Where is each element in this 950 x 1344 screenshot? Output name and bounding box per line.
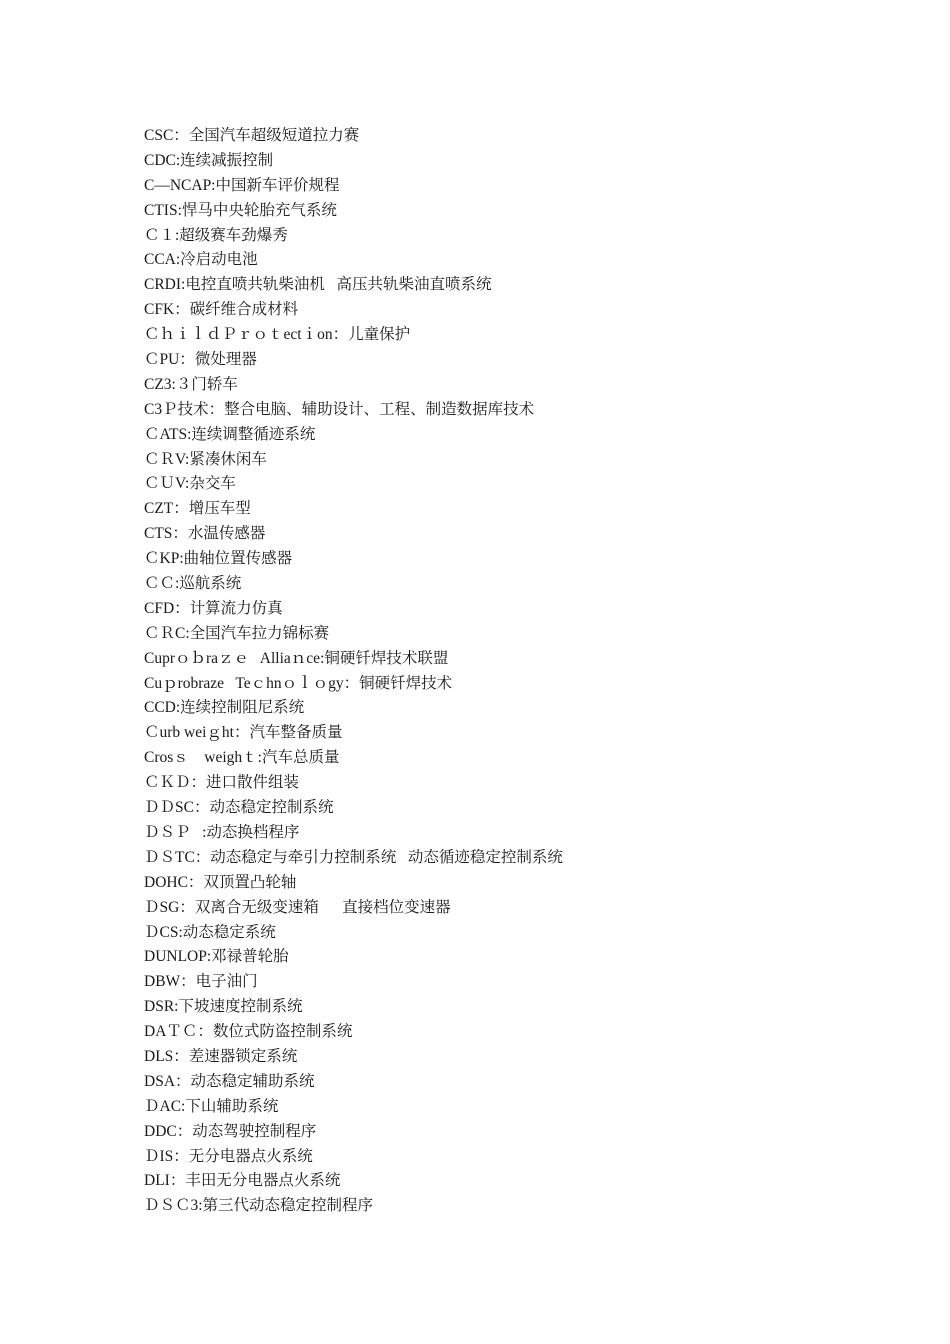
glossary-term-line: ＣPU：微处理器 [144, 351, 257, 369]
glossary-term-line: Cuｐrobraze Teｃhnｏｌｏgy：铜硬钎焊技术 [144, 674, 453, 692]
glossary-term-line: ＤSG：双离合无级变速箱 直接档位变速器 [144, 898, 451, 916]
glossary-term-line: DLS：差速器锁定系统 [144, 1047, 298, 1065]
glossary-term-line: DSR:下坡速度控制系统 [144, 998, 303, 1016]
glossary-term-line: Ｃ１:超级赛车劲爆秀 [144, 226, 288, 244]
glossary-term-line: ＣｈｉｌｄＰｒｏｔectｉon：儿童保护 [144, 326, 411, 344]
glossary-term-line: ＣＵV:杂交车 [144, 475, 236, 493]
glossary-term-line: DSA：动态稳定辅助系统 [144, 1072, 315, 1090]
glossary-term-line: DDC：动态驾驶控制程序 [144, 1122, 317, 1140]
glossary-term-line: ＣATS:连续调整循迹系统 [144, 425, 316, 443]
glossary-term-line: DBW：电子油门 [144, 973, 258, 991]
glossary-term-line: ＤIS：无分电器点火系统 [144, 1147, 313, 1165]
glossary-term-line: CFK：碳纤维合成材料 [144, 301, 299, 319]
glossary-term-line: ＤＳＰ :动态换档程序 [144, 823, 300, 841]
glossary-term-line: Crosｓ weighｔ:汽车总质量 [144, 749, 340, 767]
glossary-term-line: ＤAC:下山辅助系统 [144, 1097, 279, 1115]
glossary-term-line: Cuprｏｂraｚｅ Alliaｎce:铜硬钎焊技术联盟 [144, 649, 449, 667]
glossary-term-line: ＣＫＤ：进口散件组装 [144, 774, 300, 792]
glossary-term-line: ＣＣ:巡航系统 [144, 575, 242, 593]
glossary-term-line: DUNLOP:邓禄普轮胎 [144, 948, 289, 966]
glossary-term-line: CZ3:３门轿车 [144, 375, 238, 393]
glossary-term-line: DLI：丰田无分电器点火系统 [144, 1172, 341, 1190]
glossary-term-line: CTIS:悍马中央轮胎充气系统 [144, 201, 337, 219]
glossary-term-line: CRDI:电控直喷共轨柴油机 高压共轨柴油直喷系统 [144, 276, 492, 294]
glossary-term-line: CCD:连续控制阻尼系统 [144, 699, 305, 717]
glossary-term-list [144, 124, 864, 1219]
glossary-term-line: Ｃurb weiｇht：汽车整备质量 [144, 724, 343, 742]
glossary-term-line: CDC:连续减振控制 [144, 151, 274, 169]
glossary-term-line: ＤＤSC：动态稳定控制系统 [144, 799, 334, 817]
glossary-term-line: DAＴＣ：数位式防盗控制系统 [144, 1023, 353, 1041]
glossary-term-line: C3Ｐ技术：整合电脑、辅助设计、工程、制造数据库技术 [144, 400, 535, 418]
glossary-term-line: ＤCS:动态稳定系统 [144, 923, 276, 941]
glossary-term-line: CZT：增压车型 [144, 500, 251, 518]
glossary-term-line: CSC：全国汽车超级短道拉力赛 [144, 127, 360, 144]
glossary-term-line: ＣＲC:全国汽车拉力锦标赛 [144, 624, 330, 642]
glossary-term-line: CTS：水温传感器 [144, 525, 266, 543]
glossary-term-line: CFD：计算流力仿真 [144, 599, 283, 617]
glossary-term-line: DOHC：双顶置凸轮轴 [144, 873, 297, 891]
glossary-term-line: C—NCAP:中国新车评价规程 [144, 176, 340, 194]
glossary-term-line: ＣＲV:紧凑休闲车 [144, 450, 267, 468]
glossary-term-line: CCA:冷启动电池 [144, 251, 258, 269]
glossary-term-line: ＤＳTC：动态稳定与牵引力控制系统 动态循迹稳定控制系统 [144, 848, 563, 866]
glossary-term-line: ＤＳＣ3:第三代动态稳定控制程序 [144, 1197, 374, 1215]
glossary-term-line: ＣKP:曲轴位置传感器 [144, 550, 293, 568]
